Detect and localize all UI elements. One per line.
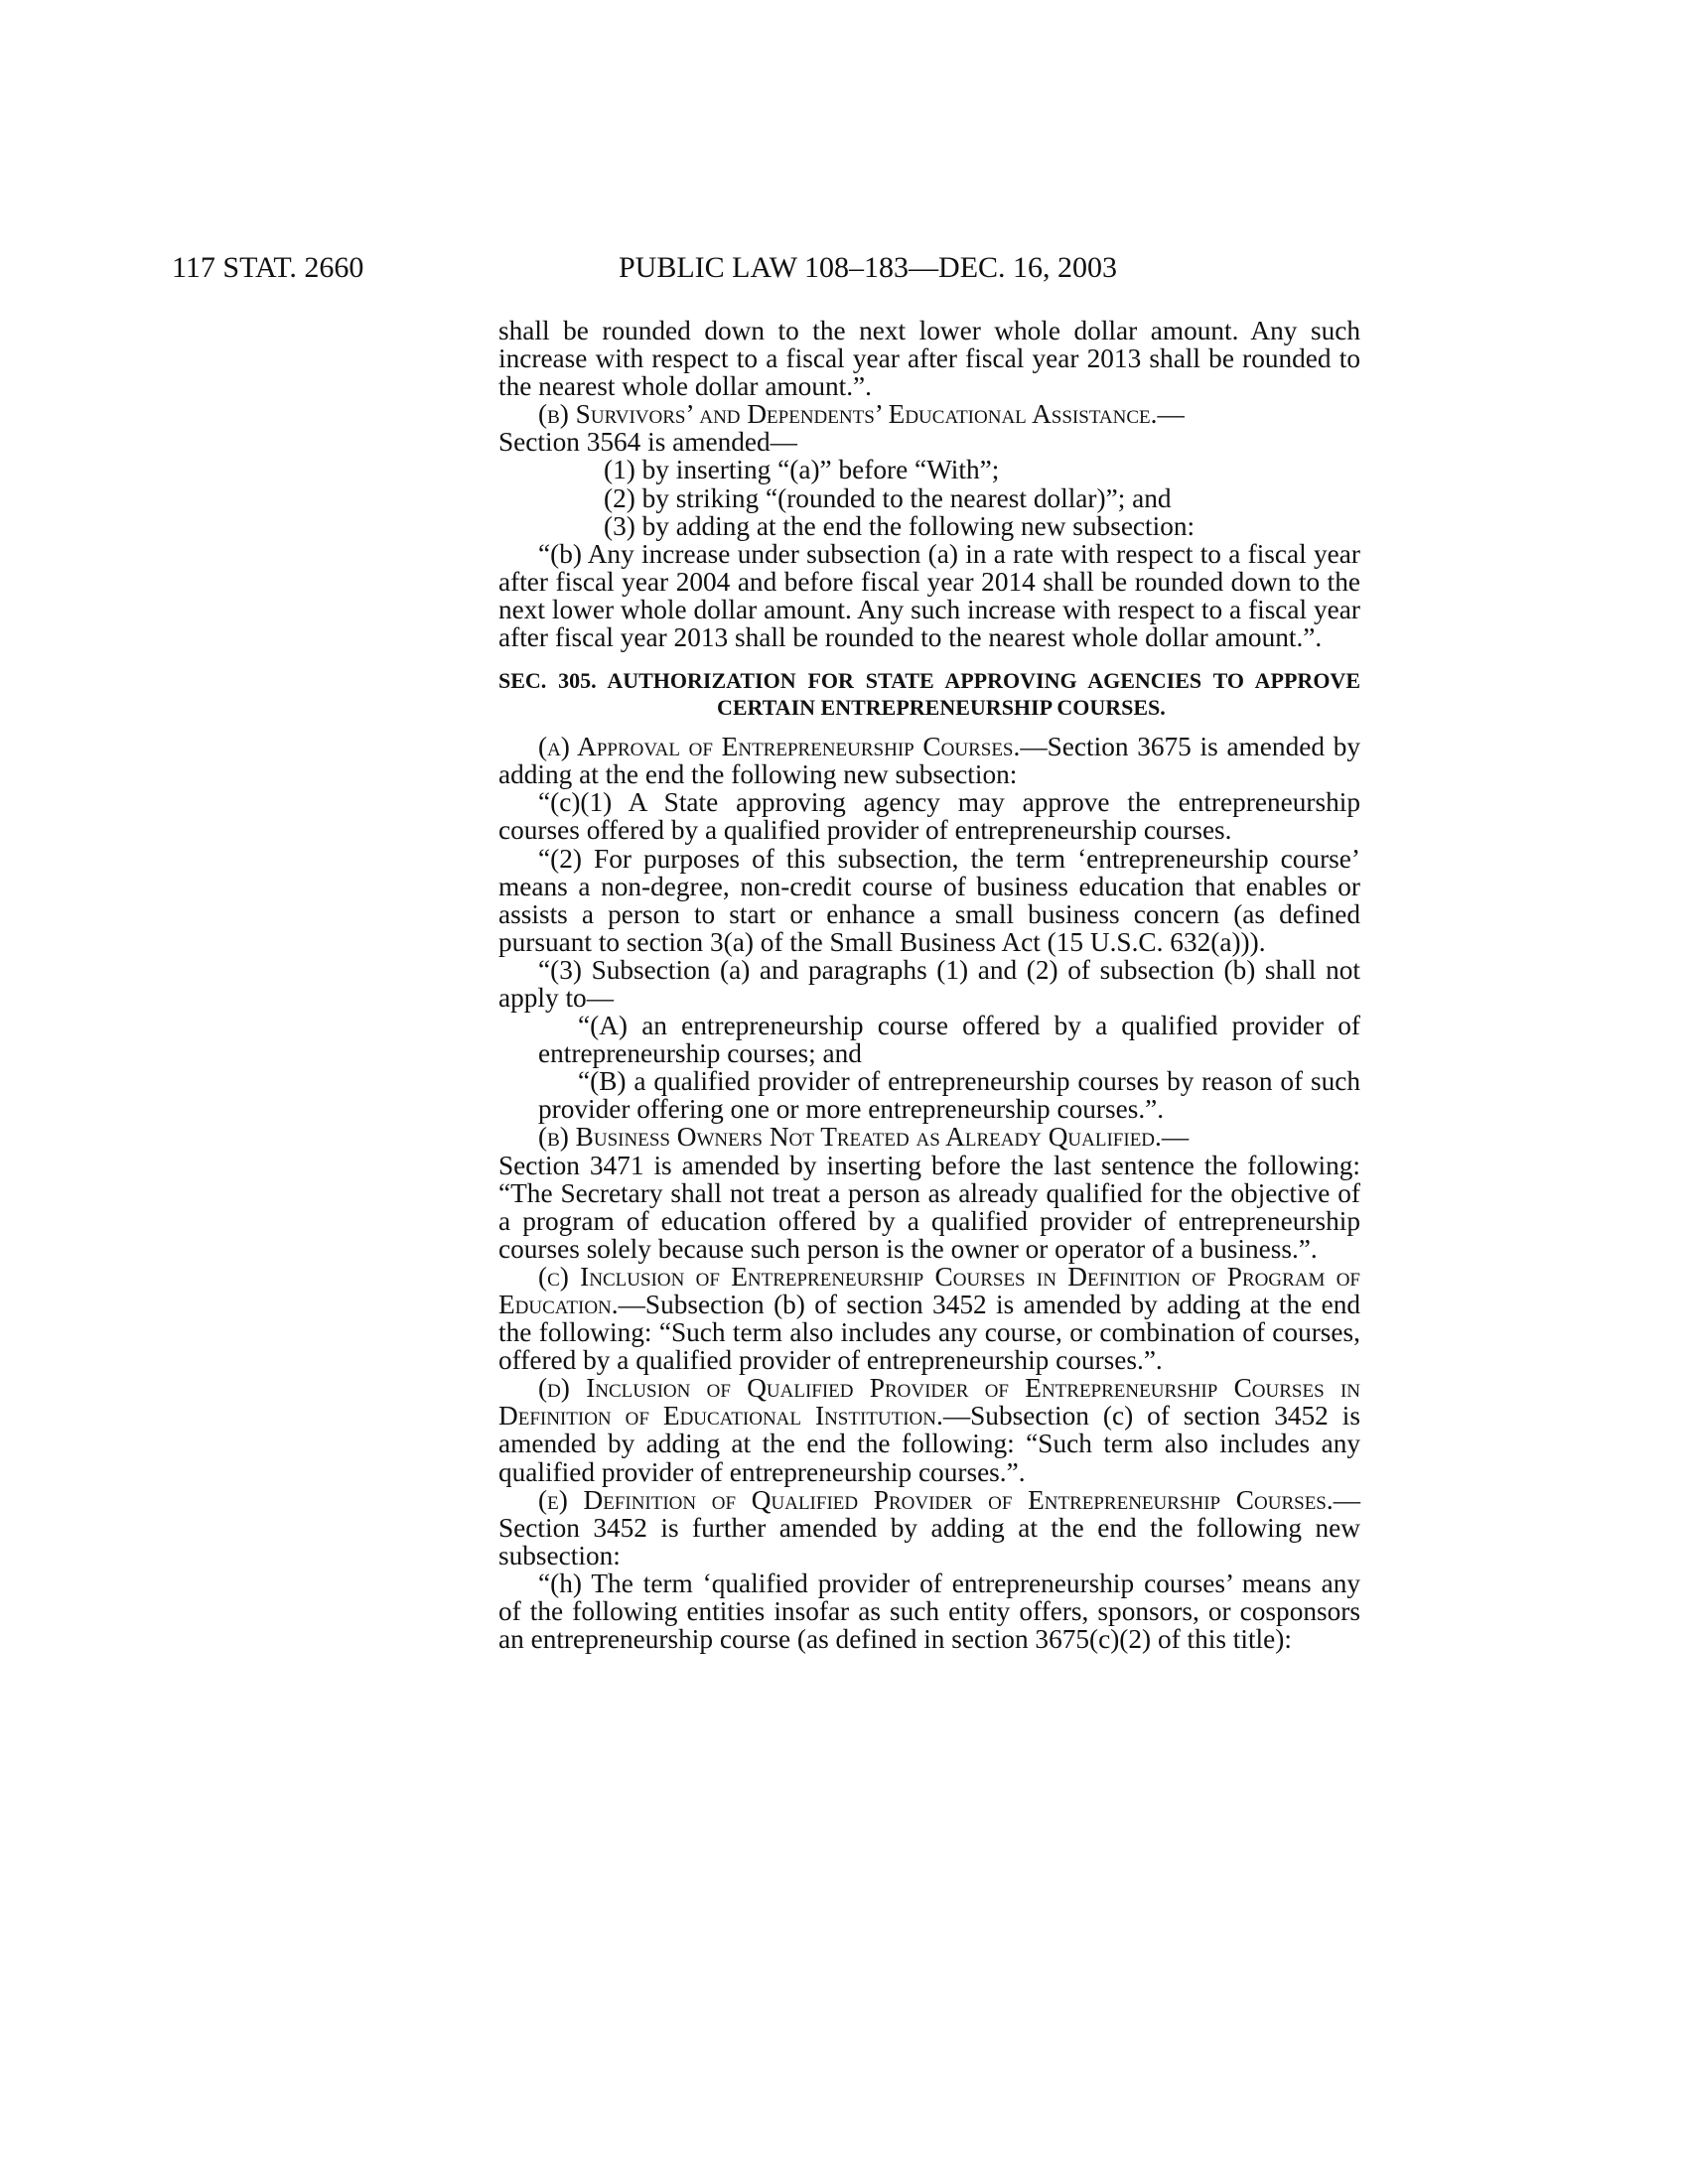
paragraph-subsection-b xyxy=(498,400,1360,456)
subsection-heading: (e) Definition of Qualified Provider of Entrepreneurship Courses.— xyxy=(538,1484,1360,1515)
paragraph-item: (3) by adding at the end the following new subsection: xyxy=(604,510,1196,541)
subsection-heading: (d) Inclusion of Qualified Provider of Entrepreneurship Courses in Definition of Educational Institution.— xyxy=(498,1373,1360,1432)
section-heading: SEC. 305. AUTHORIZATION FOR STATE APPROVING AGENCIES TO APPROVE CERTAIN ENTREPRENEURSHIP COURSES. xyxy=(498,668,1360,721)
subsection-text: Section 3675 is amended by adding at the end the following new subsection: xyxy=(498,732,1360,790)
page-header xyxy=(172,248,1363,288)
paragraph-quoted: “(h) The term ‘qualified provider of entrepreneurship courses’ means any of the following entities insofar as such entity offers, sponsors, or cosponsors an entrepreneurship course (as defined in section 3675(c)(2) of this title): xyxy=(498,1568,1360,1655)
paragraph-subparagraph: “(B) a qualified provider of entrepreneurship courses by reason of such provider offering one or more entrepreneurship courses.”. xyxy=(538,1066,1360,1125)
paragraph-subsection-a xyxy=(498,733,1360,788)
paragraph: shall be rounded down to the next lower whole dollar amount. Any such increase with respect to a fiscal year after fiscal year 2013 shall be rounded to the nearest whole dollar amount.”. xyxy=(498,316,1360,402)
subsection-text: Subsection (c) of section 3452 is amended by adding at the end the following: “Such term also includes any qualified provider of entrepreneurship courses.”. xyxy=(498,1401,1360,1487)
subsection-heading: (b) Business Owners Not Treated as Already Qualified.— xyxy=(538,1122,1190,1153)
paragraph-subsection-e xyxy=(498,1486,1360,1570)
subsection-text: Section 3452 is further amended by adding at the end the following new subsection: xyxy=(498,1512,1360,1570)
stat-citation: 117 STAT. 2660 xyxy=(172,251,364,284)
paragraph-item: (1) by inserting “(a)” before “With”; xyxy=(604,455,1000,485)
subsection-heading: (c) Inclusion of Entrepreneurship Courses in Definition of Program of Education.— xyxy=(498,1261,1360,1319)
public-law-citation: PUBLIC LAW 108–183—DEC. 16, 2003 xyxy=(619,251,1118,284)
paragraph-quoted: “(3) Subsection (a) and paragraphs (1) and (2) of subsection (b) shall not apply to— xyxy=(498,954,1360,1013)
paragraph-subsection-d xyxy=(498,1374,1360,1485)
subsection-text: Section 3564 is amended— xyxy=(498,427,797,458)
paragraph-subsection-b2 xyxy=(498,1123,1360,1262)
document-body xyxy=(498,317,1360,1653)
subsection-text: Subsection (b) of section 3452 is amended by adding at the end the following: “Such term also includes any course, or combination of courses, offered by a qualified provider of entrepreneurship courses.”. xyxy=(498,1290,1360,1376)
paragraph-item: (2) by striking “(rounded to the nearest dollar)”; and xyxy=(604,482,1172,513)
paragraph-quoted: “(2) For purposes of this subsection, the term ‘entrepreneurship course’ means a non-degree, non-credit course of business education that enables or assists a person to start or enhance a small business concern (as defined pursuant to section 3(a) of the Small Business Act (15 U.S.C. 632(a))). xyxy=(498,843,1360,957)
paragraph-quoted-subsection: “(b) Any increase under subsection (a) in a rate with respect to a fiscal year after fiscal year 2004 and before fiscal year 2014 shall be rounded down to the next lower whole dollar amount. Any such increase with respect to a fiscal year after fiscal year 2013 shall be rounded to the nearest whole dollar amount.”. xyxy=(498,538,1360,653)
paragraph-quoted: “(c)(1) A State approving agency may approve the entrepreneurship courses offered by a qualified provider of entrepreneurship courses. xyxy=(498,787,1360,846)
paragraph-subparagraph: “(A) an entrepreneurship course offered by a qualified provider of entrepreneurship courses; and xyxy=(538,1011,1360,1069)
subsection-text: Section 3471 is amended by inserting before the last sentence the following: “The Secretary shall not treat a person as already qualified for the objective of a program of education offered by a qualified provider of entrepreneurship courses solely because such person is the owner or operator of a business.”. xyxy=(498,1150,1360,1264)
subsection-heading: (b) Survivors’ and Dependents’ Educational Assistance.— xyxy=(538,399,1185,430)
paragraph-subsection-c xyxy=(498,1263,1360,1374)
subsection-heading: (a) Approval of Entrepreneurship Courses.— xyxy=(538,732,1048,762)
